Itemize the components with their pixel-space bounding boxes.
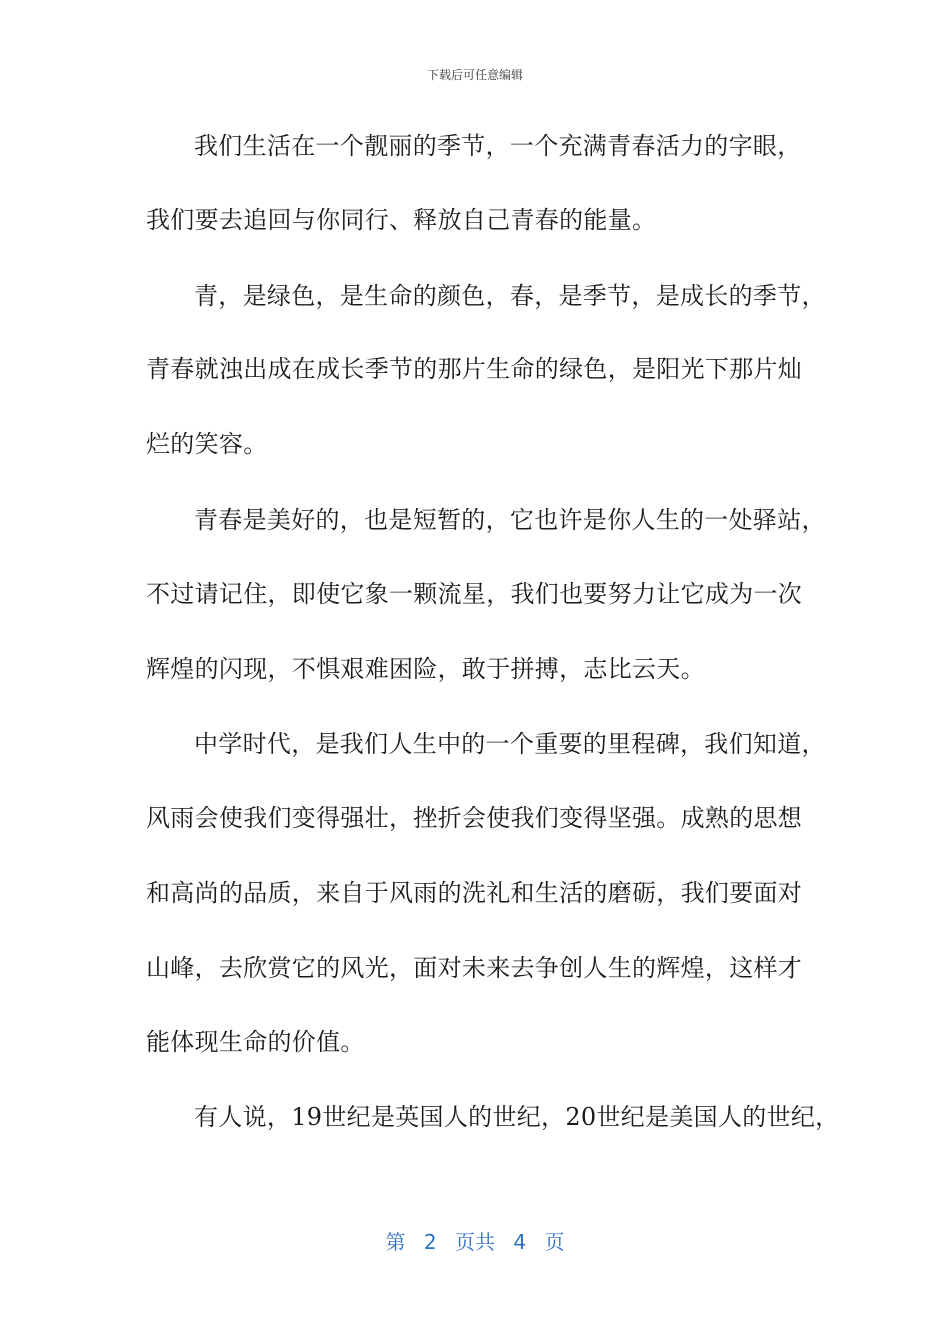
text-line: 中学时代，是我们人生中的一个重要的里程碑，我们知道， <box>194 730 826 758</box>
text-line: 辉煌的闪现，不惧艰难困险，敢于拼搏，志比云天。 <box>146 655 705 683</box>
text-line: 不过请记住，即使它象一颗流星，我们也要努力让它成为一次 <box>146 580 803 608</box>
text-line: 风雨会使我们变得强壮，挫折会使我们变得坚强。成熟的思想 <box>146 804 803 832</box>
page-footer <box>0 1226 950 1255</box>
text-line: 山峰，去欣赏它的风光，面对未来去争创人生的辉煌，这样才 <box>146 954 803 982</box>
total-page-count: 4 <box>513 1230 527 1254</box>
text-line: 烂的笑容。 <box>146 430 268 458</box>
footer-suffix: 页 <box>544 1230 565 1254</box>
text-line: 青，是绿色，是生命的颜色，春，是季节，是成长的季节， <box>194 282 826 310</box>
text-line: 青春是美好的，也是短暂的，它也许是你人生的一处驿站， <box>194 506 826 534</box>
text-line: 能体现生命的价值。 <box>146 1028 365 1056</box>
text-line: 我们生活在一个靓丽的季节，一个充满青春活力的字眼， <box>194 132 802 160</box>
footer-prefix: 第 <box>385 1230 406 1254</box>
page-header: 下载后可任意编辑 <box>426 68 523 82</box>
footer-middle: 页共 <box>455 1230 495 1254</box>
text-line: 青春就浊出成在成长季节的那片生命的绿色，是阳光下那片灿 <box>146 355 803 383</box>
text-line: 我们要去追回与你同行、释放自己青春的能量。 <box>146 206 657 234</box>
text-line: 和高尚的品质，来自于风雨的洗礼和生活的磨砺，我们要面对 <box>146 879 803 907</box>
current-page-number: 2 <box>423 1230 437 1254</box>
text-line: 有人说，19世纪是英国人的世纪，20世纪是美国人的世纪， <box>194 1103 840 1131</box>
